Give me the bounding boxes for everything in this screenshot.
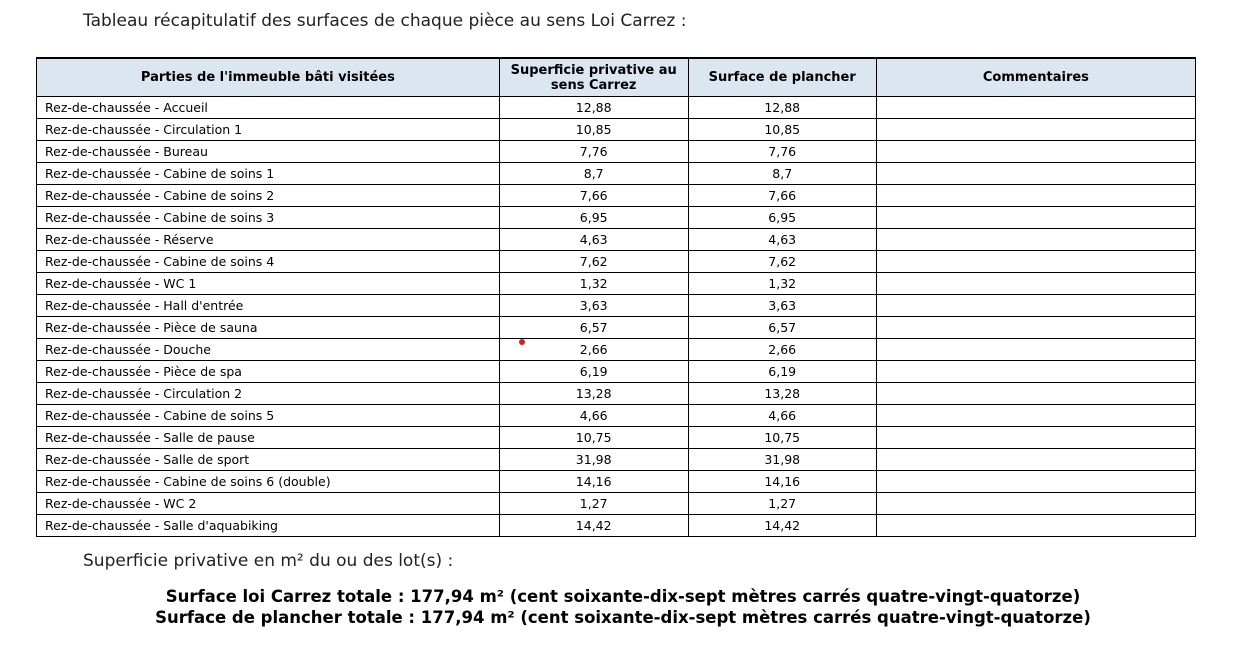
cell-plancher: 7,62	[688, 251, 876, 273]
cell-plancher: 7,76	[688, 141, 876, 163]
cell-plancher: 7,66	[688, 185, 876, 207]
cell-carrez: 6,19	[499, 361, 688, 383]
cell-plancher: 6,95	[688, 207, 876, 229]
table-row	[37, 229, 1196, 251]
red-marker-dot	[519, 339, 525, 345]
cell-commentaire	[876, 163, 1195, 185]
cell-carrez: 6,95	[499, 207, 688, 229]
table-row	[37, 427, 1196, 449]
table-row	[37, 515, 1196, 537]
cell-commentaire	[876, 119, 1195, 141]
table-row	[37, 141, 1196, 163]
table-row	[37, 317, 1196, 339]
table-body	[37, 97, 1196, 537]
cell-plancher: 1,32	[688, 273, 876, 295]
cell-piece: Rez-de-chaussée - WC 1	[37, 273, 500, 295]
cell-commentaire	[876, 515, 1195, 537]
table-row	[37, 97, 1196, 119]
table-row	[37, 163, 1196, 185]
cell-carrez: 6,57	[499, 317, 688, 339]
cell-commentaire	[876, 339, 1195, 361]
header-piece: Parties de l'immeuble bâti visitées	[37, 58, 500, 97]
cell-commentaire	[876, 405, 1195, 427]
cell-carrez: 7,66	[499, 185, 688, 207]
cell-commentaire	[876, 317, 1195, 339]
cell-carrez: 1,32	[499, 273, 688, 295]
table-row	[37, 449, 1196, 471]
surfaces-table	[36, 57, 1196, 537]
cell-commentaire	[876, 207, 1195, 229]
table-header-row	[37, 58, 1196, 97]
cell-carrez: 10,85	[499, 119, 688, 141]
header-carrez: Superficie privative au sens Carrez	[499, 58, 688, 97]
total-plancher: Surface de plancher totale : 177,94 m² (cent soixante-dix-sept mètres carrés quatre-vingt-quatorze)	[155, 608, 1091, 627]
cell-piece: Rez-de-chaussée - Circulation 2	[37, 383, 500, 405]
cell-plancher: 1,27	[688, 493, 876, 515]
cell-piece: Rez-de-chaussée - Cabine de soins 3	[37, 207, 500, 229]
cell-carrez: 7,76	[499, 141, 688, 163]
lot-surface-label: Superficie privative en m² du ou des lot(s) :	[83, 551, 454, 571]
totals-block	[0, 586, 1240, 628]
cell-piece: Rez-de-chaussée - Pièce de spa	[37, 361, 500, 383]
table-row	[37, 493, 1196, 515]
cell-piece: Rez-de-chaussée - Salle d'aquabiking	[37, 515, 500, 537]
cell-plancher: 14,42	[688, 515, 876, 537]
table-row	[37, 119, 1196, 141]
cell-commentaire	[876, 295, 1195, 317]
cell-carrez: 10,75	[499, 427, 688, 449]
cell-carrez: 4,66	[499, 405, 688, 427]
table-row	[37, 361, 1196, 383]
cell-carrez: 12,88	[499, 97, 688, 119]
cell-piece: Rez-de-chaussée - WC 2	[37, 493, 500, 515]
cell-piece: Rez-de-chaussée - Cabine de soins 2	[37, 185, 500, 207]
cell-plancher: 6,57	[688, 317, 876, 339]
cell-commentaire	[876, 427, 1195, 449]
total-carrez: Surface loi Carrez totale : 177,94 m² (cent soixante-dix-sept mètres carrés quatre-vingt-quatorze)	[165, 587, 1081, 606]
cell-carrez: 31,98	[499, 449, 688, 471]
cell-carrez: 1,27	[499, 493, 688, 515]
cell-piece: Rez-de-chaussée - Salle de pause	[37, 427, 500, 449]
cell-piece: Rez-de-chaussée - Bureau	[37, 141, 500, 163]
cell-piece: Rez-de-chaussée - Cabine de soins 6 (double)	[37, 471, 500, 493]
table-row	[37, 405, 1196, 427]
cell-plancher: 4,66	[688, 405, 876, 427]
cell-piece: Rez-de-chaussée - Circulation 1	[37, 119, 500, 141]
cell-plancher: 8,7	[688, 163, 876, 185]
header-commentaires: Commentaires	[876, 58, 1195, 97]
cell-plancher: 10,85	[688, 119, 876, 141]
cell-carrez: 14,16	[499, 471, 688, 493]
cell-commentaire	[876, 361, 1195, 383]
cell-plancher: 14,16	[688, 471, 876, 493]
cell-carrez: 8,7	[499, 163, 688, 185]
table-row	[37, 185, 1196, 207]
page-heading: Tableau récapitulatif des surfaces de chaque pièce au sens Loi Carrez :	[83, 11, 687, 31]
cell-commentaire	[876, 383, 1195, 405]
cell-carrez: 13,28	[499, 383, 688, 405]
cell-piece: Rez-de-chaussée - Douche	[37, 339, 500, 361]
table-row	[37, 471, 1196, 493]
cell-commentaire	[876, 141, 1195, 163]
cell-plancher: 6,19	[688, 361, 876, 383]
cell-plancher: 12,88	[688, 97, 876, 119]
cell-carrez: 3,63	[499, 295, 688, 317]
cell-piece: Rez-de-chaussée - Réserve	[37, 229, 500, 251]
cell-commentaire	[876, 185, 1195, 207]
cell-commentaire	[876, 251, 1195, 273]
cell-plancher: 13,28	[688, 383, 876, 405]
cell-piece: Rez-de-chaussée - Salle de sport	[37, 449, 500, 471]
cell-commentaire	[876, 229, 1195, 251]
cell-plancher: 10,75	[688, 427, 876, 449]
cell-plancher: 2,66	[688, 339, 876, 361]
cell-commentaire	[876, 471, 1195, 493]
table-row	[37, 339, 1196, 361]
table-row	[37, 207, 1196, 229]
cell-piece: Rez-de-chaussée - Cabine de soins 1	[37, 163, 500, 185]
cell-piece: Rez-de-chaussée - Accueil	[37, 97, 500, 119]
cell-carrez: 4,63	[499, 229, 688, 251]
cell-commentaire	[876, 493, 1195, 515]
cell-piece: Rez-de-chaussée - Pièce de sauna	[37, 317, 500, 339]
cell-carrez: 7,62	[499, 251, 688, 273]
cell-plancher: 4,63	[688, 229, 876, 251]
cell-commentaire	[876, 449, 1195, 471]
cell-carrez: 2,66	[499, 339, 688, 361]
cell-plancher: 3,63	[688, 295, 876, 317]
header-plancher: Surface de plancher	[688, 58, 876, 97]
cell-plancher: 31,98	[688, 449, 876, 471]
table-row	[37, 383, 1196, 405]
cell-carrez: 14,42	[499, 515, 688, 537]
cell-piece: Rez-de-chaussée - Hall d'entrée	[37, 295, 500, 317]
table-row	[37, 251, 1196, 273]
cell-piece: Rez-de-chaussée - Cabine de soins 4	[37, 251, 500, 273]
table-row	[37, 273, 1196, 295]
cell-commentaire	[876, 273, 1195, 295]
table-row	[37, 295, 1196, 317]
cell-piece: Rez-de-chaussée - Cabine de soins 5	[37, 405, 500, 427]
cell-commentaire	[876, 97, 1195, 119]
